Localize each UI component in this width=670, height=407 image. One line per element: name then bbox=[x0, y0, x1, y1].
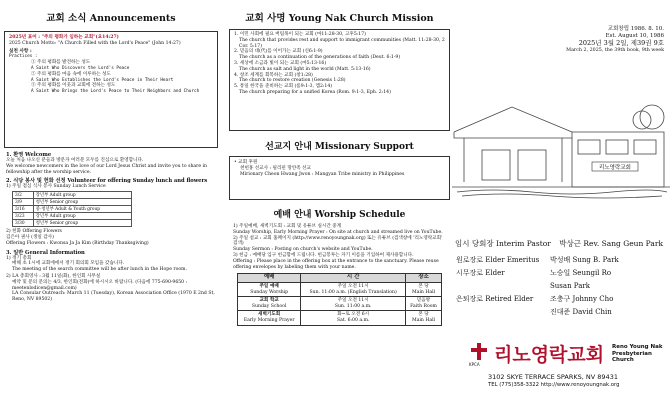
practice-1-ko: ① 주의 평화를 발견하는 성도 bbox=[31, 60, 91, 66]
worship-line-5: 3) 헌금 : 예배당 입구 헌금함에 드립니다. 헌금봉투는 자기 이름을 기입하여 제사용합니다. bbox=[233, 252, 414, 258]
kpca-cross-icon bbox=[468, 342, 490, 364]
table-row: 은퇴장로 Retired Elder 조충구 Johnny Cho bbox=[456, 295, 614, 303]
welcome-ko: 오늘 처음 나오신 분들과 방문자 여러분 모두를 진심으로 환영합니다. bbox=[6, 158, 144, 163]
staff-table bbox=[455, 254, 620, 319]
motto-box bbox=[4, 31, 218, 148]
issue-block bbox=[452, 26, 664, 54]
mission-1-ko: 1. 이민 사회에 필요 버팀목이 되는 교회 (마11:28-30, 고후5:17) bbox=[234, 32, 366, 37]
general-title: 3. 일반 General Information bbox=[6, 249, 85, 256]
mission-3-ko: 3. 세상에 소금과 빛이 되는 교회 (마5:13-16) bbox=[234, 60, 327, 66]
table-row: 3/2 장년부 Adult group bbox=[13, 192, 132, 199]
worship-line-6: Offering : Please place in the offering box at the entrance to the sanctuary. Please reuse offering envelopes by labeling them with your name. bbox=[233, 258, 439, 270]
table-row: 3/30 청년부 Senior group bbox=[13, 220, 132, 227]
mission-1-en: The church that provides rest and support to immigrant communities (Matt. 11:28-30, 2 Cor. 5:17) bbox=[239, 37, 445, 49]
worship-line-2: Sunday Worship, Early Morning Prayer : On site at church and streamed live on YouTube. bbox=[233, 229, 443, 235]
general-1b: The meeting of the search committee will be after lunch in the Hope room. bbox=[12, 267, 187, 273]
table-row: 새벽기도회 Early Morning Prayer 화~토 오전 6시 Sat. 6:00 a.m. 본 당 Main Hall bbox=[238, 311, 442, 325]
support-title: 선교지 안내 Missionary Support bbox=[265, 142, 414, 152]
flower-title: 2) 헌화 Offering Flowers bbox=[6, 229, 62, 235]
cover-column bbox=[452, 0, 670, 388]
founded-en: Est. August 10, 1986 bbox=[605, 33, 664, 39]
welcome-en: We welcome newcomers in the love of our Lord Jesus Christ and invite you to share in fellowship after the worship service. bbox=[6, 163, 207, 175]
logo-en-1: Reno Young Nak bbox=[612, 344, 663, 350]
issue-en: March 2, 2025, the 39th book, 9th week bbox=[566, 48, 664, 53]
flower-ko: 김은아 권사 (생일 감사) bbox=[6, 234, 54, 240]
mission-4-en: The church to restore creation (Genesis 1:28) bbox=[239, 78, 346, 84]
pastor-role: 임시 당회장 Interim Pastor bbox=[455, 239, 551, 248]
announcements-column bbox=[0, 0, 222, 303]
general-2a: 예약 및 문의 문의는 4/3, 한인회(전화)에 하시시오 바랍니다. (다음에 775-690-9650 : meetenlodicen@gmail.com) bbox=[12, 279, 188, 291]
support-l1: • 교회 후원 bbox=[234, 160, 258, 165]
serving-sub: 1) 주일 점심 식사 봉사 Sunday Lunch Service bbox=[6, 184, 106, 190]
practice-en-label: Practices : bbox=[9, 54, 38, 60]
practice-label: 실천 사항 : bbox=[9, 48, 32, 54]
logo-en-2: Presbyterian Church bbox=[612, 350, 652, 363]
practice-1-en: A Saint Who Discovers the Lord's Peace bbox=[31, 65, 130, 71]
flower-en: Offering Flowers : Kwonsa Ja Ja Kim (Birthday Thanksgiving) bbox=[6, 240, 149, 246]
table-row: 진대준 David Chin bbox=[550, 308, 612, 316]
support-box bbox=[229, 156, 450, 200]
worship-title: 예배 안내 Worship Schedule bbox=[273, 210, 406, 220]
general-1a: 매해 초 1시에 교회에에서 정기 회의회 모임을 갖습니다. bbox=[12, 261, 125, 267]
worship-line-1: 1) 주일예배, 새벽기도회 : 교회 및 유튜브 실시간 중계 bbox=[233, 224, 342, 229]
announcements-title: 교회 소식 Announcements bbox=[46, 13, 176, 24]
mission-2-en: The church as a continuation of the generations of faith (Deut. 6:1-9) bbox=[239, 55, 401, 61]
table-row: 3/23 장년부 Adult group bbox=[13, 213, 132, 220]
table-row: 3/16 중·청년부 Adult & Youth group bbox=[13, 206, 132, 213]
motto-ko: 2025년 표어 : "주의 평화가 임하는 교회"(요14:27) bbox=[9, 35, 119, 40]
mission-3-en: The church as salt and light in the world (Matt. 5:13-16) bbox=[239, 66, 371, 72]
address: 3102 SKYE TERRACE SPARKS, NV 89431 bbox=[488, 373, 618, 381]
practice-3-en: A Saint Who Brings the Lord's Peace to Their Neighbors and Church bbox=[31, 89, 200, 95]
tel-web: TEL (775)358-3322 http://www.renoyoungnak.org bbox=[488, 382, 620, 388]
table-row: 교회 학교 Sunday School 주일 오전 11시 Sun. 11:00 a.m. 믿음방 Faith Room bbox=[238, 297, 442, 311]
pastor-name: 박상근 Rev. Sang Geun Park bbox=[559, 239, 663, 248]
welcome-title: 1. 환영 Welcome bbox=[6, 152, 52, 158]
mission-column bbox=[227, 0, 452, 326]
mission-2-ko: 2. 믿음의 대(代)를 이어가는 교회 (신6:1-9) bbox=[234, 49, 323, 55]
practice-2-en: A Saint Who Establishes the Lord's Peace in Their Heart bbox=[31, 77, 174, 83]
mission-5-en: The church preparing for a unified Korea (Rom. 9:1-3, Eph. 2:14) bbox=[239, 89, 391, 95]
issue-ko: 2025년 3월 2일, 제39권 9호 bbox=[578, 39, 664, 47]
table-row: 시무장로 Elder 노승일 Seungil Ro bbox=[456, 269, 612, 277]
motto-en: 2025 Church Motto: "A Church Filled with the Lord's Peace" (John 14:27) bbox=[9, 40, 181, 46]
founded-ko: 교회창립 1986. 8. 10. bbox=[607, 26, 664, 32]
practice-3-ko: ③ 주의 평화를 이웃과 교회에 전하는 성도 bbox=[31, 83, 116, 89]
mission-box bbox=[229, 29, 450, 131]
serving-table bbox=[12, 191, 132, 227]
practice-2-ko: ② 주의 평화를 마음 속에 이루하는 성도 bbox=[31, 71, 111, 77]
logo-text: 리노영락교회 bbox=[494, 344, 605, 366]
kpca-label: KPCA bbox=[469, 362, 480, 367]
worship-line-4: Sunday Sermon : Posting on church's website and YouTube. bbox=[233, 247, 373, 253]
worship-info bbox=[233, 224, 448, 270]
worship-line-3: 2) 주일 설교 : 교회 홈페이지 (http://www.renoyoungnak.org) 또는 유튜브 (검색창에 '리노영락교회' 검색) bbox=[233, 235, 443, 247]
support-l2: 천헌홍 선교사 : 필리핀 망얀족 선교 bbox=[240, 165, 311, 171]
mission-title: 교회 사명 Young Nak Church Mission bbox=[245, 13, 434, 24]
schedule-table bbox=[237, 273, 442, 325]
general-1: 1) 정기 총회 bbox=[6, 255, 32, 261]
mission-4-ko: 4. 창조 세계를 회복하는 교회 (창1:28) bbox=[234, 72, 313, 78]
serving-title: 2. 식당 봉사 및 헌화 선정 Volunteer for offering Sunday lunch and flowers bbox=[6, 178, 208, 185]
table-row: 주일 예배 Sunday Worship 주일 오전 11시 Sun. 11:00 a.m. (English Translation) 본 당 Main Hall bbox=[238, 282, 442, 296]
table-row: 원로장로 Elder Emeritus 박성배 Sung B. Park bbox=[456, 256, 619, 264]
church-sketch-image bbox=[452, 92, 670, 202]
table-row: 3/9 청년부 Senior group bbox=[13, 199, 132, 206]
table-row: Susan Park bbox=[550, 282, 590, 290]
general-2b: LA Consular Outreach: March 11 (Tuesday), Korean Association Office (1970 E 2nd St, Reno, NV 89502) bbox=[12, 291, 215, 303]
support-l3: Mirionary Cheon Hwang Jwon : Mangyan Tribe ministry in Philippines bbox=[240, 171, 405, 177]
general-2: 2) LA 총회영사 : 3월 11일(화), 한인회 사무실 bbox=[6, 273, 101, 279]
staff-block bbox=[455, 238, 667, 319]
church-sign-text: 리노영락교회 bbox=[599, 165, 631, 171]
table-row: 예배 시 간 장소 bbox=[238, 274, 442, 283]
mission-5-ko: 5. 통일 한국을 준비하는 교회 (롬9:1-3, 엡2:14) bbox=[234, 84, 333, 90]
